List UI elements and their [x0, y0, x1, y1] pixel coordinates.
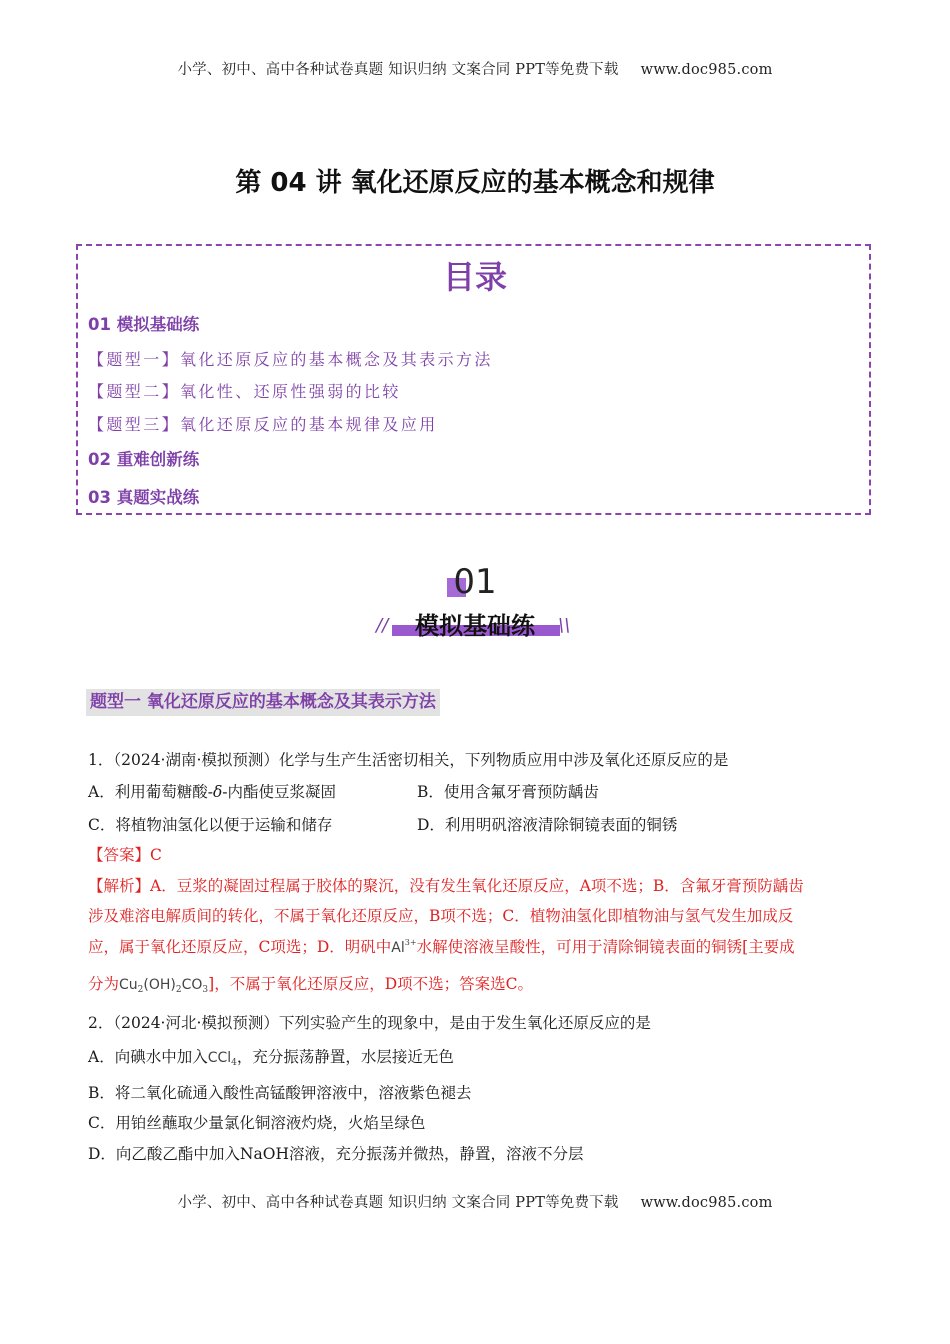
q1-explanation-line-1: 【解析】A．豆浆的凝固过程属于胶体的聚沉，没有发生氧化还原反应，A项不选；B．含氟牙膏预防龋齿 [88, 877, 804, 895]
toc-section-2[interactable]: 02 重难创新练 [88, 450, 200, 469]
page-title: 第 04 讲 氧化还原反应的基本概念和规律 [235, 168, 715, 198]
delta-symbol: δ [212, 783, 223, 801]
q1-option-a [88, 780, 336, 802]
footer-text: 小学、初中、高中各种试卷真题 知识归纳 文案合同 PPT等免费下载 [177, 1195, 619, 1211]
al-ion: Al [391, 940, 405, 956]
banner-title: 模拟基础练 [415, 612, 535, 640]
q1-explanation-line-4 [88, 972, 533, 995]
q2-a-pre: A．向碘水中加入 [88, 1048, 208, 1066]
formula-ccl: CCl [207, 1050, 232, 1066]
banner-number: 01 [453, 562, 497, 602]
q1-a-pre: A．利用葡萄糖酸- [88, 783, 213, 801]
toc-title: 目录 [442, 258, 507, 296]
toc-item-1[interactable]: 【题型一】氧化还原反应的基本概念及其表示方法 [88, 350, 493, 369]
page-footer [0, 1191, 950, 1212]
q2-option-b: B．将二氧化硫通入酸性高锰酸钾溶液中，溶液紫色褪去 [88, 1084, 472, 1102]
formula-ccl-sub: 4 [231, 1058, 237, 1068]
formula-co: CO [181, 977, 203, 993]
type-heading: 题型一 氧化还原反应的基本概念及其表示方法 [86, 689, 440, 716]
header-text: 小学、初中、高中各种试卷真题 知识归纳 文案合同 PPT等免费下载 [177, 62, 619, 78]
header-site-link[interactable]: www.doc985.com [640, 62, 773, 78]
footer-site-link[interactable]: www.doc985.com [640, 1195, 773, 1211]
toc-section-1[interactable]: 01 模拟基础练 [88, 315, 200, 334]
formula-oh-sub: 2 [175, 985, 182, 995]
q1-answer: 【答案】C [88, 846, 162, 864]
q1-explanation-line-3 [88, 935, 795, 957]
q1-explanation-line-2: 涉及难溶电解质间的转化，不属于氧化还原反应，B项不选；C．植物油氢化即植物油与氢气发生加成反 [88, 907, 794, 925]
formula-cu: Cu [119, 977, 138, 993]
toc-item-2[interactable]: 【题型二】氧化性、还原性强弱的比较 [88, 382, 401, 401]
q2-option-d: D．向乙酸乙酯中加入NaOH溶液，充分振荡并微热，静置，溶液不分层 [88, 1145, 584, 1163]
toc-section-3[interactable]: 03 真题实战练 [88, 488, 200, 507]
q2-option-c: C．用铂丝蘸取少量氯化铜溶液灼烧，火焰呈绿色 [88, 1114, 426, 1132]
q2-stem: 2．（2024·河北·模拟预测）下列实验产生的现象中，是由于发生氧化还原反应的是 [88, 1014, 651, 1032]
al-charge: 3+ [404, 938, 417, 947]
q1-a-post: -内酯使豆浆凝固 [222, 783, 337, 801]
formula-cu-sub: 2 [137, 985, 144, 995]
q2-a-post: ，充分振荡静置，水层接近无色 [236, 1048, 454, 1066]
banner-right-slash: \\ [558, 615, 571, 636]
q1-option-d: D．利用明矾溶液清除铜镜表面的铜锈 [417, 816, 678, 834]
page-header [0, 58, 950, 79]
toc-item-3[interactable]: 【题型三】氧化还原反应的基本规律及应用 [88, 415, 438, 434]
q1-stem: 1．（2024·湖南·模拟预测）化学与生产生活密切相关，下列物质应用中涉及氧化还原反应的是 [88, 751, 729, 769]
exp4-post: ]，不属于氧化还原反应，D项不选；答案选C。 [208, 975, 533, 993]
q1-option-c: C．将植物油氢化以便于运输和储存 [88, 816, 333, 834]
formula-oh: (OH) [143, 977, 176, 993]
banner-left-slash: // [376, 615, 389, 636]
exp3-pre: 应，属于氧化还原反应，C项选；D．明矾中 [88, 938, 392, 956]
exp4-pre: 分为 [88, 975, 120, 993]
q2-option-a [88, 1045, 454, 1068]
formula-co-sub: 3 [202, 985, 209, 995]
q1-option-b: B．使用含氟牙膏预防龋齿 [417, 783, 599, 801]
exp3-post: 水解使溶液呈酸性，可用于清除铜镜表面的铜锈[主要成 [416, 938, 795, 956]
